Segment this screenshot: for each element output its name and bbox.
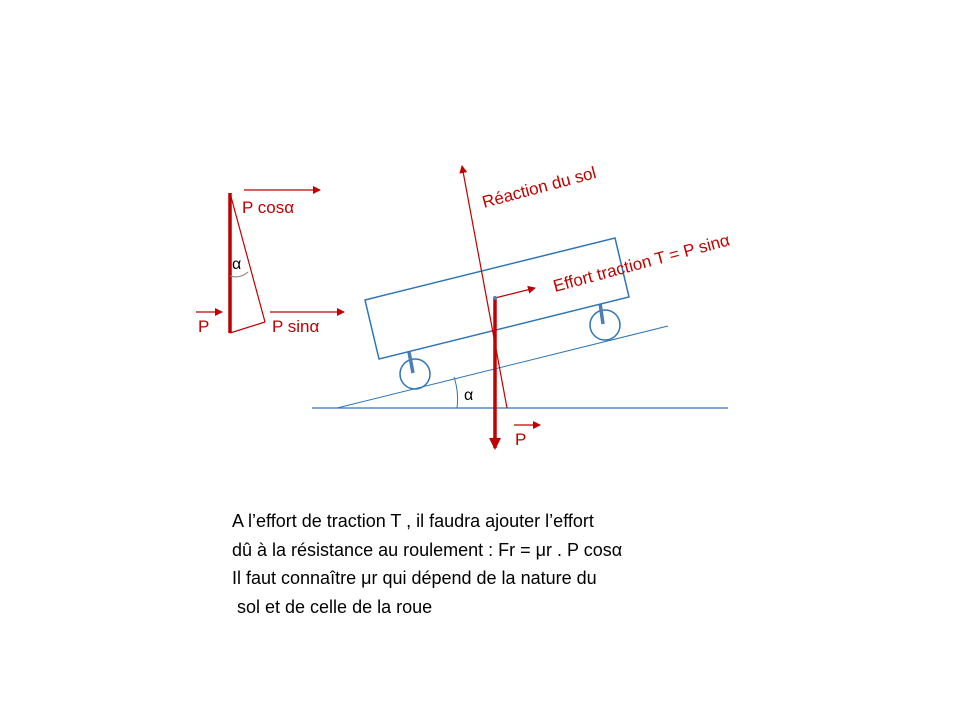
ground-reaction-label: Réaction du sol: [480, 163, 599, 212]
alpha-arc-slope: [454, 377, 458, 408]
front-wheel-strut: [600, 303, 603, 324]
alpha-label-slope: α: [464, 387, 474, 404]
note-line: sol et de celle de la roue: [232, 596, 433, 617]
p-sin-label: P sinα: [272, 317, 320, 336]
p-sin-vector: [230, 322, 265, 333]
front-wheel: [590, 310, 620, 340]
note-line: dû à la résistance au roulement : Fr = μr . P cosα: [232, 539, 623, 560]
rolling-resistance-note: [232, 507, 752, 621]
p-label-left: P: [198, 317, 210, 336]
alpha-label-left: α: [232, 256, 242, 273]
rear-wheel-strut: [409, 352, 413, 373]
note-line: A l’effort de traction T , il faudra ajouter l’effort: [232, 511, 594, 531]
note-line: Il faut connaître μr qui dépend de la nature du: [232, 568, 597, 588]
force-decomposition: [196, 190, 344, 336]
vehicle-body: [365, 238, 629, 359]
p-cos-label: P cosα: [242, 198, 295, 217]
p-label-right: P: [515, 430, 527, 449]
slope-system: [312, 163, 732, 449]
traction-label: Effort traction T = P sinα: [551, 230, 732, 296]
rear-wheel: [400, 359, 430, 389]
center-of-gravity: [493, 296, 497, 300]
